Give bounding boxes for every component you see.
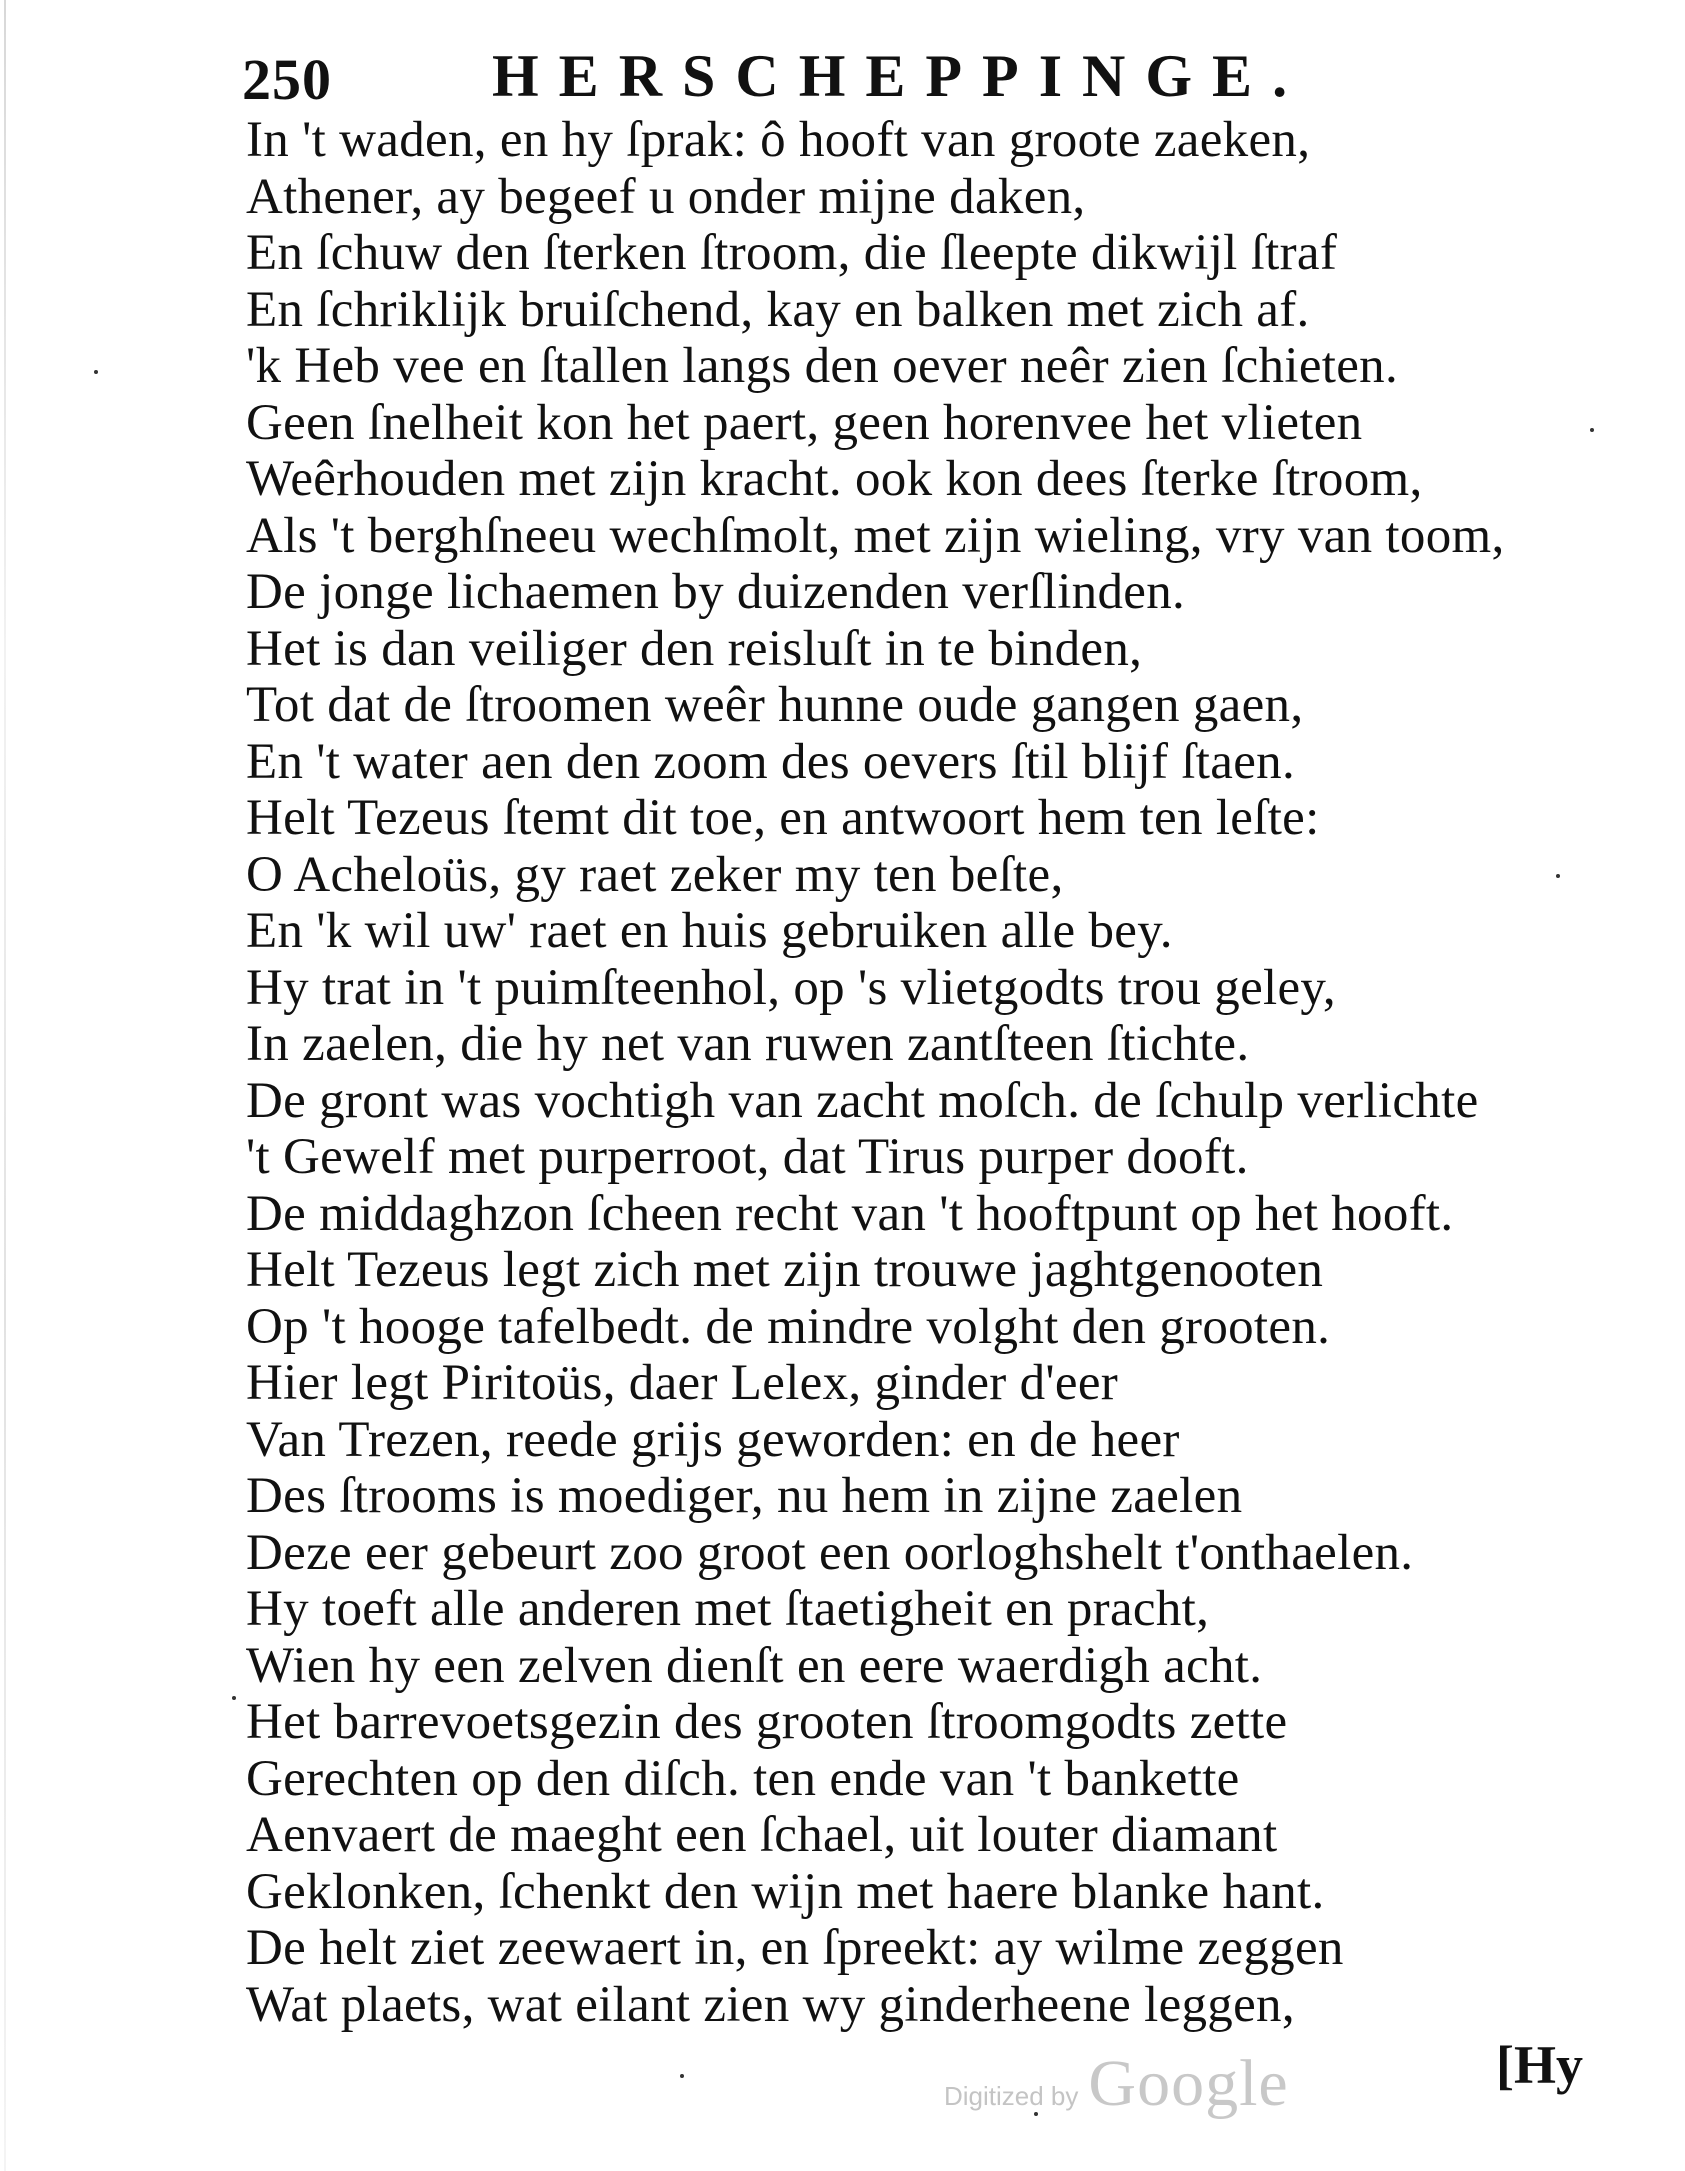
verse-line: De jonge lichaemen by duizenden verſlinden. <box>246 564 1186 620</box>
verse-line: De middaghzon ſcheen recht van 't hooftpunt op het hooft. <box>246 1185 1454 1242</box>
verse-line: Op 't hooge tafelbedt. de mindre volght den grooten. <box>246 1298 1331 1355</box>
verse-line: Wat plaets, wat eilant zien wy ginderheene leggen, <box>246 1976 1295 2033</box>
verse-line: Aenvaert de maeght een ſchael, uit louter diamant <box>246 1807 1278 1863</box>
ink-speck <box>1590 428 1594 432</box>
page-edge <box>4 0 6 2171</box>
verse-line: Helt Tezeus ſtemt dit toe, en antwoort hem ten leſte: <box>246 790 1320 846</box>
verse-line: Het barrevoetsgezin des grooten ſtroomgodts zette <box>246 1694 1288 1750</box>
verse-line: Athener, ay begeef u onder mijne daken, <box>246 168 1086 225</box>
digitized-by-google-watermark <box>944 2046 1289 2126</box>
verse-line: En 'k wil uw' raet en huis gebruiken alle bey. <box>246 903 1173 959</box>
ink-speck <box>680 2074 684 2078</box>
verse-line: Hier legt Piritoüs, daer Lelex, ginder d'eer <box>246 1355 1119 1411</box>
ink-speck <box>94 370 98 374</box>
digitized-label: Digitized by <box>944 2081 1079 2111</box>
poem-text <box>246 112 1626 2033</box>
verse-line: Gerechten op den diſch. ten ende van 't bankette <box>246 1750 1240 1807</box>
verse-line: Deze eer gebeurt zoo groot een oorloghshelt t'onthaelen. <box>246 1524 1414 1581</box>
verse-line: En 't water aen den zoom des oevers ſtil blijf ſtaen. <box>246 733 1295 790</box>
verse-line: O Acheloüs, gy raet zeker my ten beſte, <box>246 846 1064 903</box>
verse-line: Helt Tezeus legt zich met zijn trouwe jaghtgenooten <box>246 1242 1324 1298</box>
verse-line: De helt ziet zeewaert in, en ſpreekt: ay wilme zeggen <box>246 1920 1344 1976</box>
page-header <box>242 42 1402 112</box>
verse-line: Hy toeft alle anderen met ſtaetigheit en pracht, <box>246 1581 1210 1637</box>
verse-line: Wien hy een zelven dienſt en eere waerdigh acht. <box>246 1637 1263 1694</box>
verse-line: In zaelen, die hy net van ruwen zantſteen ſtichte. <box>246 1016 1250 1072</box>
verse-line: In 't waden, en hy ſprak: ô hooft van groote zaeken, <box>246 112 1311 168</box>
verse-line: Hy trat in 't puimſteenhol, op 's vlietgodts trou geley, <box>246 959 1336 1016</box>
verse-line: En ſchriklijk bruiſchend, kay en balken met zich af. <box>246 281 1310 338</box>
ink-speck <box>1034 2112 1038 2116</box>
ink-speck <box>232 1696 236 1700</box>
verse-line: Tot dat de ſtroomen weêr hunne oude gangen gaen, <box>246 677 1304 733</box>
verse-line: Het is dan veiliger den reisluſt in te binden, <box>246 620 1143 677</box>
verse-line: En ſchuw den ſterken ſtroom, die ſleepte dikwijl ſtraf <box>246 225 1338 281</box>
verse-line: Geen ſnelheit kon het paert, geen horenvee het vlieten <box>246 394 1363 451</box>
verse-line: Des ſtrooms is moediger, nu hem in zijne zaelen <box>246 1468 1243 1524</box>
page-number: 250 <box>242 47 332 112</box>
verse-line: Van Trezen, reede grijs geworden: en de heer <box>246 1411 1180 1468</box>
running-title: HERSCHEPPINGE. <box>492 43 1308 109</box>
catchword: [Hy <box>1496 2035 1583 2095</box>
verse-line: Weêrhouden met zijn kracht. ook kon dees ſterke ſtroom, <box>246 451 1423 507</box>
verse-line: Geklonken, ſchenkt den wijn met haere blanke hant. <box>246 1863 1325 1920</box>
verse-line: 'k Heb vee en ſtallen langs den oever neêr zien ſchieten. <box>246 338 1399 394</box>
verse-line: Als 't berghſneeu wechſmolt, met zijn wieling, vry van toom, <box>246 507 1505 564</box>
google-wordmark: Google <box>1088 2047 1289 2120</box>
ink-speck <box>1556 874 1560 878</box>
verse-line: De gront was vochtigh van zacht moſch. de ſchulp verlichte <box>246 1072 1479 1129</box>
verse-line: 't Gewelf met purperroot, dat Tirus purper dooft. <box>246 1129 1249 1185</box>
